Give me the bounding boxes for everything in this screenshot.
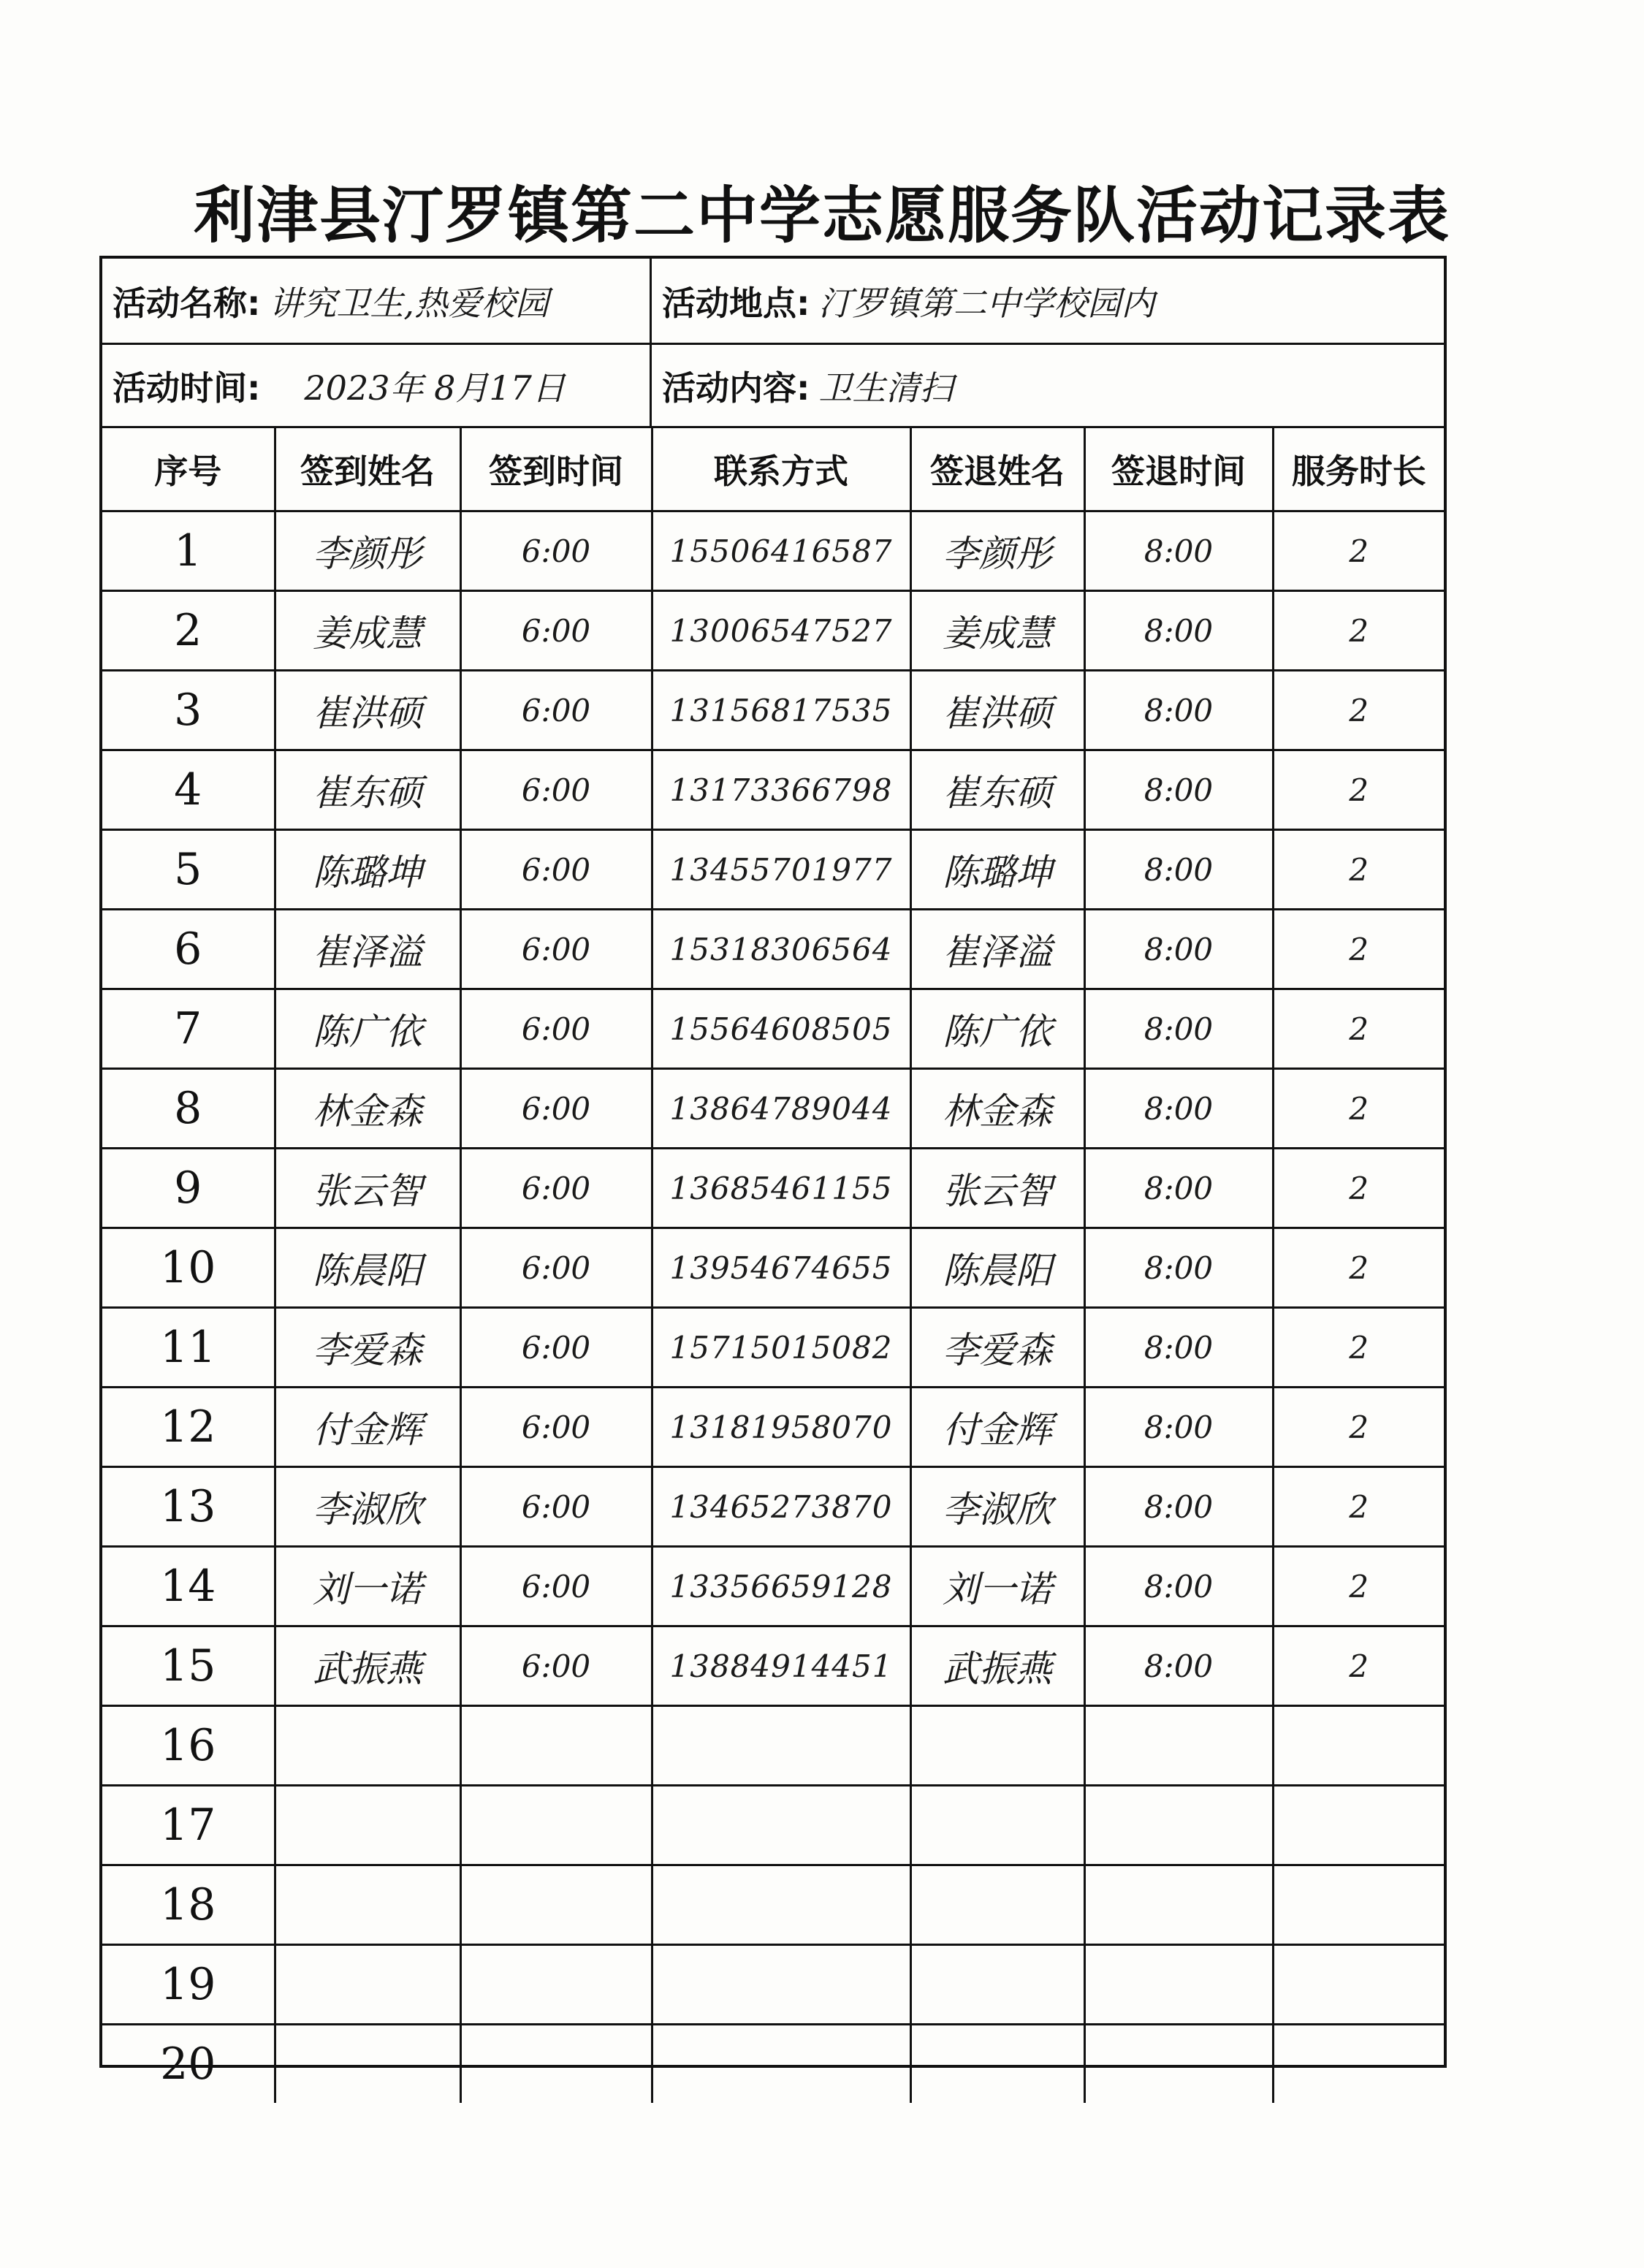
header-signin-name: 签到姓名 <box>275 428 460 511</box>
service-hours: 2 <box>1273 1069 1444 1149</box>
contact-phone: 13173366798 <box>652 750 910 830</box>
signin-time: 6:00 <box>460 1228 652 1308</box>
activity-content-cell <box>652 345 1447 426</box>
signin-name: 林金森 <box>275 1069 460 1149</box>
signin-name: 陈璐坤 <box>275 830 460 910</box>
service-hours: 2 <box>1273 910 1444 989</box>
service-hours <box>1273 2025 1444 2104</box>
signout-time <box>1084 1945 1273 2025</box>
signin-name: 崔东硕 <box>275 750 460 830</box>
row-seq: 9 <box>102 1149 275 1228</box>
signout-name: 李淑欣 <box>910 1467 1084 1547</box>
contact-phone <box>652 1706 910 1786</box>
signout-name: 付金辉 <box>910 1388 1084 1467</box>
activity-place-cell <box>652 259 1447 343</box>
signout-name: 张云智 <box>910 1149 1084 1228</box>
signin-name: 李颜彤 <box>275 511 460 591</box>
signout-name: 崔泽溢 <box>910 910 1084 989</box>
row-seq: 20 <box>102 2025 275 2104</box>
signout-time <box>1084 1786 1273 1865</box>
signin-name: 崔泽溢 <box>275 910 460 989</box>
table-row <box>102 910 1444 989</box>
signout-name: 姜成慧 <box>910 591 1084 671</box>
row-seq: 16 <box>102 1706 275 1786</box>
signin-time: 6:00 <box>460 1467 652 1547</box>
signin-time: 6:00 <box>460 1308 652 1388</box>
table-row <box>102 1547 1444 1626</box>
service-hours <box>1273 1706 1444 1786</box>
signin-name <box>275 1706 460 1786</box>
table-row <box>102 750 1444 830</box>
service-hours: 2 <box>1273 1149 1444 1228</box>
signin-time: 6:00 <box>460 989 652 1069</box>
info-row-2 <box>102 345 1444 428</box>
row-seq: 19 <box>102 1945 275 2025</box>
service-hours: 2 <box>1273 750 1444 830</box>
table-row <box>102 1626 1444 1706</box>
row-seq: 8 <box>102 1069 275 1149</box>
row-seq: 13 <box>102 1467 275 1547</box>
signout-time: 8:00 <box>1084 1308 1273 1388</box>
contact-phone: 15318306564 <box>652 910 910 989</box>
row-seq: 7 <box>102 989 275 1069</box>
activity-time-value: 2023年 8月17日 <box>304 368 566 408</box>
row-seq: 12 <box>102 1388 275 1467</box>
attendance-table <box>102 428 1444 2103</box>
signout-time <box>1084 2025 1273 2104</box>
signin-time: 6:00 <box>460 591 652 671</box>
signin-time <box>460 1945 652 2025</box>
signout-time: 8:00 <box>1084 1228 1273 1308</box>
row-seq: 17 <box>102 1786 275 1865</box>
signin-time <box>460 1865 652 1945</box>
signout-name: 崔洪硕 <box>910 671 1084 750</box>
signin-time: 6:00 <box>460 830 652 910</box>
signout-name: 陈晨阳 <box>910 1228 1084 1308</box>
row-seq: 3 <box>102 671 275 750</box>
signout-time: 8:00 <box>1084 989 1273 1069</box>
contact-phone: 13181958070 <box>652 1388 910 1467</box>
header-signin-time: 签到时间 <box>460 428 652 511</box>
signout-name <box>910 2025 1084 2104</box>
signin-time: 6:00 <box>460 910 652 989</box>
contact-phone <box>652 1865 910 1945</box>
signin-time: 6:00 <box>460 1388 652 1467</box>
service-hours: 2 <box>1273 1547 1444 1626</box>
table-row <box>102 591 1444 671</box>
contact-phone: 13864789044 <box>652 1069 910 1149</box>
contact-phone: 13685461155 <box>652 1149 910 1228</box>
row-seq: 18 <box>102 1865 275 1945</box>
signout-name: 陈广依 <box>910 989 1084 1069</box>
info-row-1 <box>102 259 1444 345</box>
table-row <box>102 1069 1444 1149</box>
signout-time: 8:00 <box>1084 1626 1273 1706</box>
header-service-hours: 服务时长 <box>1273 428 1444 511</box>
row-seq: 1 <box>102 511 275 591</box>
signout-time <box>1084 1865 1273 1945</box>
signout-name: 李爱森 <box>910 1308 1084 1388</box>
row-seq: 15 <box>102 1626 275 1706</box>
signout-name <box>910 1706 1084 1786</box>
signin-name: 张云智 <box>275 1149 460 1228</box>
service-hours: 2 <box>1273 1467 1444 1547</box>
signin-time: 6:00 <box>460 1149 652 1228</box>
signin-name <box>275 1945 460 2025</box>
activity-place-label: 活动地点: <box>662 283 810 323</box>
signin-name <box>275 1786 460 1865</box>
table-row <box>102 511 1444 591</box>
contact-phone: 13156817535 <box>652 671 910 750</box>
service-hours: 2 <box>1273 671 1444 750</box>
service-hours: 2 <box>1273 1388 1444 1467</box>
activity-time-label: 活动时间: <box>113 368 261 408</box>
signout-name <box>910 1865 1084 1945</box>
row-seq: 2 <box>102 591 275 671</box>
service-hours: 2 <box>1273 989 1444 1069</box>
signout-name: 崔东硕 <box>910 750 1084 830</box>
activity-content-label: 活动内容: <box>662 368 810 408</box>
service-hours <box>1273 1786 1444 1865</box>
table-header-row <box>102 428 1444 511</box>
contact-phone: 15715015082 <box>652 1308 910 1388</box>
signin-time: 6:00 <box>460 1069 652 1149</box>
contact-phone: 13356659128 <box>652 1547 910 1626</box>
contact-phone <box>652 1945 910 2025</box>
table-row <box>102 1945 1444 2025</box>
table-row <box>102 1467 1444 1547</box>
service-hours <box>1273 1865 1444 1945</box>
signin-time: 6:00 <box>460 1547 652 1626</box>
signin-name: 刘一诺 <box>275 1547 460 1626</box>
service-hours: 2 <box>1273 1308 1444 1388</box>
activity-content-value: 卫生清扫 <box>818 368 954 408</box>
signin-name: 陈晨阳 <box>275 1228 460 1308</box>
signin-name: 崔洪硕 <box>275 671 460 750</box>
activity-place-value: 汀罗镇第二中学校园内 <box>818 283 1155 323</box>
contact-phone <box>652 1786 910 1865</box>
row-seq: 6 <box>102 910 275 989</box>
signin-name <box>275 1865 460 1945</box>
row-seq: 4 <box>102 750 275 830</box>
form-title: 利津县汀罗镇第二中学志愿服务队活动记录表 <box>193 180 1450 251</box>
contact-phone: 13465273870 <box>652 1467 910 1547</box>
service-hours: 2 <box>1273 1228 1444 1308</box>
signout-name <box>910 1945 1084 2025</box>
contact-phone: 13954674655 <box>652 1228 910 1308</box>
signin-time: 6:00 <box>460 1626 652 1706</box>
signout-time: 8:00 <box>1084 1069 1273 1149</box>
contact-phone <box>652 2025 910 2104</box>
signout-name: 武振燕 <box>910 1626 1084 1706</box>
signin-time <box>460 1706 652 1786</box>
signout-time: 8:00 <box>1084 1547 1273 1626</box>
signin-name <box>275 2025 460 2104</box>
signin-name: 付金辉 <box>275 1388 460 1467</box>
row-seq: 5 <box>102 830 275 910</box>
table-row <box>102 671 1444 750</box>
row-seq: 10 <box>102 1228 275 1308</box>
row-seq: 11 <box>102 1308 275 1388</box>
signout-time: 8:00 <box>1084 511 1273 591</box>
signin-name: 陈广依 <box>275 989 460 1069</box>
table-row <box>102 830 1444 910</box>
service-hours: 2 <box>1273 1626 1444 1706</box>
signout-time: 8:00 <box>1084 591 1273 671</box>
signout-time: 8:00 <box>1084 750 1273 830</box>
contact-phone: 15506416587 <box>652 511 910 591</box>
signout-time <box>1084 1706 1273 1786</box>
table-row <box>102 2025 1444 2104</box>
service-hours: 2 <box>1273 830 1444 910</box>
contact-phone: 15564608505 <box>652 989 910 1069</box>
service-hours <box>1273 1945 1444 2025</box>
service-hours: 2 <box>1273 511 1444 591</box>
table-row <box>102 1388 1444 1467</box>
signout-name <box>910 1786 1084 1865</box>
contact-phone: 13884914451 <box>652 1626 910 1706</box>
signin-time <box>460 1786 652 1865</box>
signin-time: 6:00 <box>460 750 652 830</box>
signin-name: 武振燕 <box>275 1626 460 1706</box>
contact-phone: 13455701977 <box>652 830 910 910</box>
contact-phone: 13006547527 <box>652 591 910 671</box>
signin-name: 姜成慧 <box>275 591 460 671</box>
row-seq: 14 <box>102 1547 275 1626</box>
signout-time: 8:00 <box>1084 1467 1273 1547</box>
header-signout-time: 签退时间 <box>1084 428 1273 511</box>
table-row <box>102 1786 1444 1865</box>
signin-name: 李淑欣 <box>275 1467 460 1547</box>
signout-time: 8:00 <box>1084 671 1273 750</box>
table-row <box>102 1308 1444 1388</box>
signin-time: 6:00 <box>460 671 652 750</box>
signin-name: 李爱森 <box>275 1308 460 1388</box>
activity-time-cell <box>102 345 652 426</box>
signin-time <box>460 2025 652 2104</box>
header-signout-name: 签退姓名 <box>910 428 1084 511</box>
activity-name-value: 讲究卫生,热爱校园 <box>269 283 549 323</box>
signout-name: 林金森 <box>910 1069 1084 1149</box>
header-contact: 联系方式 <box>652 428 910 511</box>
activity-name-cell <box>102 259 652 343</box>
signout-time: 8:00 <box>1084 1149 1273 1228</box>
signin-time: 6:00 <box>460 511 652 591</box>
service-hours: 2 <box>1273 591 1444 671</box>
signout-time: 8:00 <box>1084 910 1273 989</box>
table-row <box>102 1228 1444 1308</box>
table-row <box>102 1149 1444 1228</box>
signout-name: 刘一诺 <box>910 1547 1084 1626</box>
signout-name: 李颜彤 <box>910 511 1084 591</box>
table-row <box>102 1706 1444 1786</box>
table-row <box>102 1865 1444 1945</box>
header-seq: 序号 <box>102 428 275 511</box>
signout-time: 8:00 <box>1084 1388 1273 1467</box>
activity-name-label: 活动名称: <box>113 283 261 323</box>
signout-name: 陈璐坤 <box>910 830 1084 910</box>
record-sheet <box>99 256 1447 2090</box>
signout-time: 8:00 <box>1084 830 1273 910</box>
table-row <box>102 989 1444 1069</box>
